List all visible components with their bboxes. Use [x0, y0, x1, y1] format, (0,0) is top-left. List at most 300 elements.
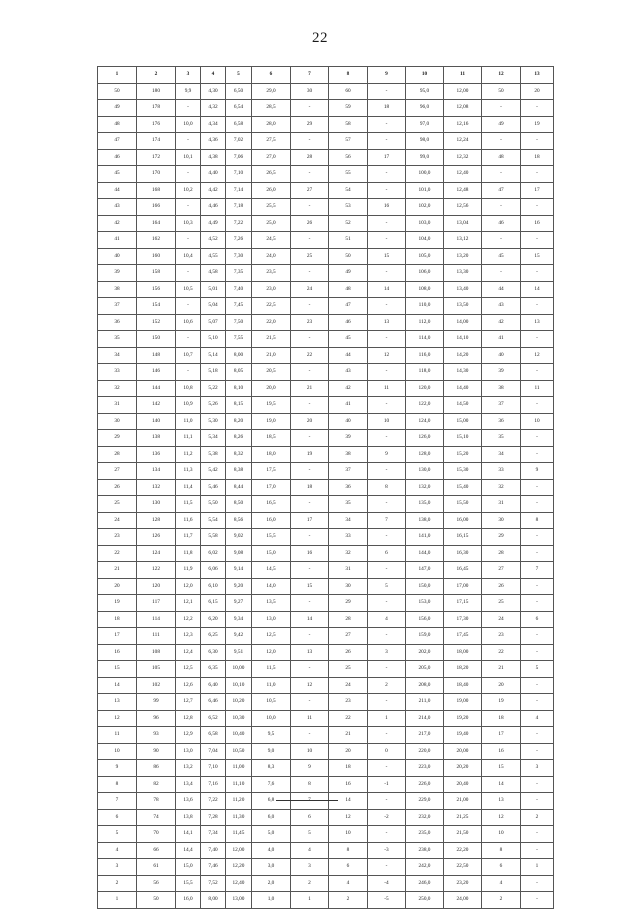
table-cell: 20 [482, 677, 521, 694]
table-cell: 6,10 [201, 578, 226, 595]
table-cell: 108,0 [406, 281, 444, 298]
table-cell: - [521, 265, 554, 282]
table-cell: 47 [482, 182, 521, 199]
table-cell: 18 [329, 760, 368, 777]
table-cell: 7 [521, 562, 554, 579]
table-cell: - [521, 545, 554, 562]
table-cell: 13,20 [444, 248, 482, 265]
table-cell: - [291, 100, 329, 117]
table-cell: 5 [291, 826, 329, 843]
table-cell: 49 [98, 100, 137, 117]
table-cell: 8,44 [226, 479, 252, 496]
table-cell: 15 [291, 578, 329, 595]
table-cell: 11,5 [176, 496, 201, 513]
table-cell: - [368, 182, 406, 199]
table-cell: 20,40 [444, 776, 482, 793]
table-cell: 5,10 [201, 331, 226, 348]
footer-rule [276, 800, 338, 801]
column-header: 10 [406, 67, 444, 84]
table-cell: 52 [329, 215, 368, 232]
table-cell: 29 [98, 430, 137, 447]
table-cell: 153,0 [406, 595, 444, 612]
table-cell: 12,9 [176, 727, 201, 744]
table-cell: 141,0 [406, 529, 444, 546]
table-cell: 30 [482, 512, 521, 529]
table-cell: 17 [291, 512, 329, 529]
table-cell: 9,27 [226, 595, 252, 612]
table-cell: - [521, 743, 554, 760]
table-cell: - [176, 199, 201, 216]
table-cell: 26 [329, 644, 368, 661]
table-cell: 10 [329, 826, 368, 843]
table-cell: - [521, 298, 554, 315]
table-cell: 12,40 [444, 166, 482, 183]
table-cell: 132,0 [406, 479, 444, 496]
table-cell: 6,15 [201, 595, 226, 612]
table-cell: 5,18 [201, 364, 226, 381]
table-cell: - [291, 397, 329, 414]
table-cell: 110,0 [406, 298, 444, 315]
table-cell: - [291, 133, 329, 150]
table-cell: 12,4 [176, 644, 201, 661]
table-cell: - [521, 578, 554, 595]
table-cell: 11 [98, 727, 137, 744]
table-cell: 21,25 [444, 809, 482, 826]
table-row [98, 364, 554, 381]
table-cell: - [521, 727, 554, 744]
table-cell: 5,14 [201, 347, 226, 364]
table-cell: 34 [482, 446, 521, 463]
table-cell: 10 [482, 826, 521, 843]
table-cell: 9,08 [226, 545, 252, 562]
table-cell: 17 [521, 182, 554, 199]
table-cell: 120,0 [406, 380, 444, 397]
table-cell: 11,5 [252, 661, 291, 678]
table-cell: 19 [291, 446, 329, 463]
table-cell: 11 [521, 380, 554, 397]
table-cell: 12 [98, 710, 137, 727]
table-cell: 16 [98, 644, 137, 661]
table-cell: 98,0 [406, 133, 444, 150]
table-cell: 20 [329, 743, 368, 760]
table-cell: - [176, 166, 201, 183]
table-cell: 56 [329, 149, 368, 166]
table-cell: 36 [329, 479, 368, 496]
table-row [98, 331, 554, 348]
table-cell: - [521, 166, 554, 183]
table-cell: 6,06 [201, 562, 226, 579]
table-cell: 41 [98, 232, 137, 249]
table-cell: 15,10 [444, 430, 482, 447]
table-cell: - [176, 100, 201, 117]
table-cell: 37 [482, 397, 521, 414]
table-cell: 16 [291, 545, 329, 562]
table-cell: - [521, 430, 554, 447]
table-cell: 14 [521, 281, 554, 298]
table-cell: 8,38 [226, 463, 252, 480]
table-cell: 11,10 [226, 776, 252, 793]
table-cell: 23,0 [252, 281, 291, 298]
table-cell: 25 [291, 248, 329, 265]
table-cell: 47 [98, 133, 137, 150]
table-cell: 147,0 [406, 562, 444, 579]
table-cell: 16 [329, 776, 368, 793]
table-cell: 13,8 [176, 809, 201, 826]
table-cell: 8,26 [226, 430, 252, 447]
table-row [98, 133, 554, 150]
table-cell: 205,0 [406, 661, 444, 678]
table-cell: 55 [329, 166, 368, 183]
table-cell: 178 [137, 100, 176, 117]
table-cell: 28,5 [252, 100, 291, 117]
table-cell: 12,2 [176, 611, 201, 628]
table-cell: 174 [137, 133, 176, 150]
table-cell: 11,4 [176, 479, 201, 496]
table-cell: 26,0 [252, 182, 291, 199]
table-cell: 0 [368, 743, 406, 760]
table-cell: 25 [482, 595, 521, 612]
table-cell: 13,0 [252, 611, 291, 628]
table-cell: 7,22 [226, 215, 252, 232]
table-cell: 31 [329, 562, 368, 579]
table-row [98, 100, 554, 117]
table-cell: - [291, 463, 329, 480]
table-cell: 160 [137, 248, 176, 265]
table-cell: 28 [98, 446, 137, 463]
table-cell: 15 [98, 661, 137, 678]
table-cell: 12,8 [176, 710, 201, 727]
table-cell: 58 [329, 116, 368, 133]
table-cell: 23,5 [252, 265, 291, 282]
table-cell: 42 [482, 314, 521, 331]
column-header: 8 [329, 67, 368, 84]
table-cell: 6,58 [201, 727, 226, 744]
table-cell: 150 [137, 331, 176, 348]
table-cell: 12,00 [226, 842, 252, 859]
table-cell: 40 [329, 413, 368, 430]
table-cell: 6 [98, 809, 137, 826]
table-cell: 12,20 [226, 859, 252, 876]
table-cell: 10,0 [176, 116, 201, 133]
table-cell: 35 [329, 496, 368, 513]
table-cell: 138,0 [406, 512, 444, 529]
table-cell: 12,6 [176, 677, 201, 694]
table-cell: - [482, 265, 521, 282]
table-cell: 2,0 [252, 875, 291, 892]
table-cell: 9,5 [252, 727, 291, 744]
table-cell: 5 [98, 826, 137, 843]
table-cell: - [291, 166, 329, 183]
table-cell: - [291, 727, 329, 744]
table-cell: 22,5 [252, 298, 291, 315]
table-cell: 5,38 [201, 446, 226, 463]
table-cell: 1 [521, 859, 554, 876]
table-row [98, 463, 554, 480]
table-cell: 6,20 [201, 611, 226, 628]
table-cell: 16 [368, 199, 406, 216]
table-cell: 4,30 [201, 83, 226, 100]
table-cell: 4 [521, 710, 554, 727]
table-cell: 20 [291, 413, 329, 430]
table-cell: 21 [291, 380, 329, 397]
table-row [98, 595, 554, 612]
table-row [98, 413, 554, 430]
table-cell: 220,0 [406, 743, 444, 760]
table-cell: 37 [98, 298, 137, 315]
table-cell: 3 [521, 760, 554, 777]
table-row [98, 727, 554, 744]
table-cell: 229,0 [406, 793, 444, 810]
table-cell: 24 [291, 281, 329, 298]
table-cell: 10,00 [226, 661, 252, 678]
table-cell: 61 [137, 859, 176, 876]
table-cell: 86 [137, 760, 176, 777]
table-cell: 8,32 [226, 446, 252, 463]
table-cell: 7,22 [201, 793, 226, 810]
table-cell: 39 [329, 430, 368, 447]
table-cell: 14 [329, 793, 368, 810]
table-cell: 7,26 [226, 232, 252, 249]
table-cell: 6,0 [252, 809, 291, 826]
table-cell: - [368, 215, 406, 232]
table-cell: 16 [521, 215, 554, 232]
table-cell: 18 [291, 479, 329, 496]
table-cell: 4,36 [201, 133, 226, 150]
table-cell: 13 [291, 644, 329, 661]
table-cell: 13,6 [176, 793, 201, 810]
table-cell: 7,30 [226, 248, 252, 265]
table-cell: 10,1 [176, 149, 201, 166]
table-cell: - [368, 364, 406, 381]
table-cell: 13,12 [444, 232, 482, 249]
table-cell: 5,42 [201, 463, 226, 480]
column-header: 4 [201, 67, 226, 84]
table-cell: 12 [521, 347, 554, 364]
table-cell: 13,0 [176, 743, 201, 760]
table-cell: 48 [482, 149, 521, 166]
table-row [98, 347, 554, 364]
table-cell: 21,5 [252, 331, 291, 348]
table-cell: 14,00 [444, 314, 482, 331]
table-cell: 111 [137, 628, 176, 645]
table-cell: 12,32 [444, 149, 482, 166]
table-cell: 5,04 [201, 298, 226, 315]
table-row [98, 83, 554, 100]
table-cell: 12,0 [176, 578, 201, 595]
table-cell: 11,0 [252, 677, 291, 694]
table-cell: - [176, 232, 201, 249]
data-table [97, 66, 554, 909]
table-cell: 214,0 [406, 710, 444, 727]
table-cell: 40 [98, 248, 137, 265]
column-header: 5 [226, 67, 252, 84]
table-cell: - [368, 298, 406, 315]
table-cell: 7 [98, 793, 137, 810]
table-cell: 226,0 [406, 776, 444, 793]
table-cell: 44 [482, 281, 521, 298]
table-cell: 39 [98, 265, 137, 282]
table-cell: 27,5 [252, 133, 291, 150]
table-cell: 2 [368, 677, 406, 694]
table-cell: 27 [98, 463, 137, 480]
table-cell: - [482, 166, 521, 183]
table-cell: 23 [329, 694, 368, 711]
table-cell: 19 [98, 595, 137, 612]
table-cell: 130,0 [406, 463, 444, 480]
table-cell: - [291, 331, 329, 348]
column-header: 9 [368, 67, 406, 84]
table-cell: 20,00 [444, 743, 482, 760]
table-cell: 5,54 [201, 512, 226, 529]
table-cell: 82 [137, 776, 176, 793]
table-cell: 11 [368, 380, 406, 397]
table-cell: - [521, 364, 554, 381]
table-cell: 22 [482, 644, 521, 661]
table-cell: 101,0 [406, 182, 444, 199]
table-cell: 4,38 [201, 149, 226, 166]
table-row [98, 545, 554, 562]
table-cell: 22 [329, 710, 368, 727]
table-cell: 8 [368, 479, 406, 496]
table-cell: 50 [329, 248, 368, 265]
table-cell: 12,7 [176, 694, 201, 711]
table-cell: 4 [98, 842, 137, 859]
table-cell: 4 [291, 842, 329, 859]
table-cell: 17,0 [252, 479, 291, 496]
table-row [98, 809, 554, 826]
table-cell: 168 [137, 182, 176, 199]
table-cell: 156 [137, 281, 176, 298]
table-cell: 99 [137, 694, 176, 711]
table-cell: 7,28 [201, 809, 226, 826]
table-cell: - [521, 842, 554, 859]
table-cell: - [368, 793, 406, 810]
table-cell: 90 [137, 743, 176, 760]
table-cell: 10,40 [226, 727, 252, 744]
table-cell: 14,20 [444, 347, 482, 364]
table-cell: 5,30 [201, 413, 226, 430]
table-row [98, 298, 554, 315]
table-cell: 7,40 [201, 842, 226, 859]
table-cell: - [521, 529, 554, 546]
table-cell: 134 [137, 463, 176, 480]
table-cell: 28 [482, 545, 521, 562]
table-cell: 39 [482, 364, 521, 381]
table-cell: 4 [482, 875, 521, 892]
table-cell: 105,0 [406, 248, 444, 265]
table-cell: 7,04 [201, 743, 226, 760]
table-cell: - [521, 793, 554, 810]
table-cell: 14,1 [176, 826, 201, 843]
table-cell: 138 [137, 430, 176, 447]
table-cell: 102,0 [406, 199, 444, 216]
table-cell: 96 [137, 710, 176, 727]
table-cell: 23 [98, 529, 137, 546]
table-cell: 10,10 [226, 677, 252, 694]
table-cell: 78 [137, 793, 176, 810]
table-cell: - [176, 298, 201, 315]
table-cell: 41 [329, 397, 368, 414]
table-cell: 126,0 [406, 430, 444, 447]
table-cell: 6,30 [201, 644, 226, 661]
table-cell: - [291, 628, 329, 645]
table-cell: 2 [329, 892, 368, 909]
table-cell: 150,0 [406, 578, 444, 595]
table-cell: - [368, 859, 406, 876]
table-cell: 7 [368, 512, 406, 529]
table-cell: 14,30 [444, 364, 482, 381]
table-cell: 8,00 [226, 347, 252, 364]
table-cell: - [368, 496, 406, 513]
table-cell: 159,0 [406, 628, 444, 645]
table-cell: 19,40 [444, 727, 482, 744]
table-cell: 11,3 [176, 463, 201, 480]
table-row [98, 215, 554, 232]
table-cell: 235,0 [406, 826, 444, 843]
table-cell: 14,4 [176, 842, 201, 859]
table-cell: 44 [98, 182, 137, 199]
table-cell: - [291, 364, 329, 381]
table-cell: 22 [98, 545, 137, 562]
table-cell: 13 [368, 314, 406, 331]
table-cell: - [368, 529, 406, 546]
table-cell: 26 [291, 215, 329, 232]
table-row [98, 397, 554, 414]
table-cell: 50 [137, 892, 176, 909]
table-cell: 16,0 [252, 512, 291, 529]
table-cell: 21 [482, 661, 521, 678]
table-cell: 16,45 [444, 562, 482, 579]
table-cell: 47 [329, 298, 368, 315]
table-cell: 114 [137, 611, 176, 628]
table-cell: 1 [368, 710, 406, 727]
table-cell: 7,34 [201, 826, 226, 843]
table-cell: 20,5 [252, 364, 291, 381]
table-cell: 3 [291, 859, 329, 876]
table-cell: - [368, 430, 406, 447]
table-cell: 24,0 [252, 248, 291, 265]
table-cell: 7,55 [226, 331, 252, 348]
table-cell: 49 [482, 116, 521, 133]
table-cell: 24 [329, 677, 368, 694]
table-cell: 250,0 [406, 892, 444, 909]
table-cell: 27 [482, 562, 521, 579]
table-row [98, 628, 554, 645]
table-cell: 11,00 [226, 760, 252, 777]
table-cell: 144 [137, 380, 176, 397]
table-cell: 25 [329, 661, 368, 678]
table-cell: 17,45 [444, 628, 482, 645]
table-cell: 19,5 [252, 397, 291, 414]
table-cell: 45 [329, 331, 368, 348]
table-cell: 11,2 [176, 446, 201, 463]
table-cell: 22,0 [252, 314, 291, 331]
table-cell: 18 [482, 710, 521, 727]
table-cell: 4 [329, 875, 368, 892]
table-cell: 19 [521, 116, 554, 133]
table-cell: - [482, 100, 521, 117]
table-cell: 38 [329, 446, 368, 463]
table-cell: 17,30 [444, 611, 482, 628]
table-cell: 16,00 [444, 512, 482, 529]
table-cell: 36 [98, 314, 137, 331]
table-cell: 35 [98, 331, 137, 348]
table-cell: 11,45 [226, 826, 252, 843]
table-cell: 7,16 [201, 776, 226, 793]
table-cell: 8,15 [226, 397, 252, 414]
table-cell: 217,0 [406, 727, 444, 744]
table-row [98, 149, 554, 166]
